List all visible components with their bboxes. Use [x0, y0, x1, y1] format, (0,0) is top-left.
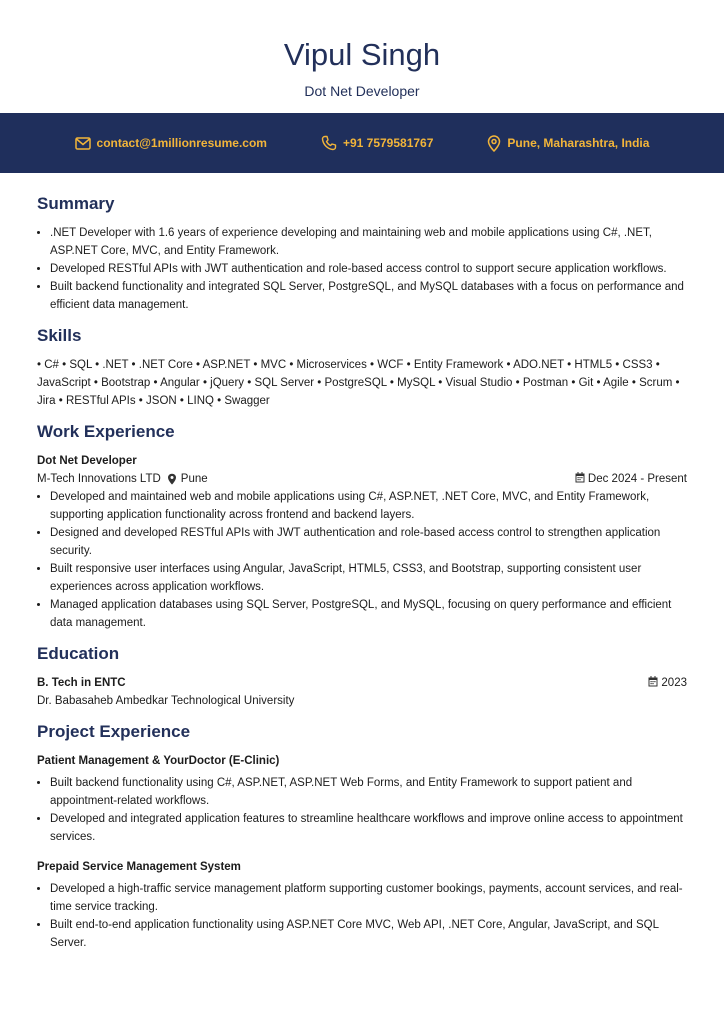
job-location: Pune	[180, 473, 208, 485]
summary-list	[37, 224, 687, 314]
map-pin-icon	[487, 135, 501, 152]
education-year-text: 2023	[661, 677, 687, 689]
resume-header	[0, 0, 724, 113]
list-item: • Built end-to-end application functionality using ASP.NET Core MVC, Web API, .NET Core, Angular, JavaScript, and SQL Server.	[50, 916, 687, 952]
skills-section	[37, 324, 687, 410]
experience-heading: Work Experience	[37, 422, 175, 441]
experience-section	[37, 420, 687, 632]
education-section	[37, 642, 687, 710]
calendar-icon	[648, 676, 658, 687]
resume-body	[37, 192, 687, 962]
list-item: • Designed and developed RESTful APIs with JWT authentication and role-based access control to strengthen application security.	[50, 524, 687, 560]
company-name: M-Tech Innovations LTD	[37, 473, 161, 485]
summary-heading: Summary	[37, 194, 115, 213]
school-row	[37, 692, 687, 710]
job-title: Dot Net Developer	[37, 455, 137, 467]
skills-list: • C# • SQL • .NET • .NET Core • ASP.NET • MVC • Microservices • WCF • Entity Framework • ADO.NET • HTML5 • CSS3 • JavaScript • Bootstrap • Angular • jQuery • SQL Server • PostgreSQL • MySQL • Visual Studio • Postman • Git • Agile • Scrum • Jira • RESTful APIs • JSON • LINQ • Swagger	[37, 359, 680, 407]
degree: B. Tech in ENTC	[37, 677, 126, 689]
email-text: contact@1millionresume.com	[96, 136, 267, 150]
job-dates	[575, 470, 687, 488]
education-year	[648, 674, 687, 692]
job-company-location	[37, 470, 208, 488]
contact-bar	[0, 113, 724, 173]
project-list	[37, 774, 687, 846]
experience-list	[37, 488, 687, 632]
project-list	[37, 880, 687, 952]
list-item: • .NET Developer with 1.6 years of experience developing and maintaining web and mobile applications using C#, .NET, ASP.NET Core, MVC, and Entity Framework.	[50, 224, 687, 260]
phone-text: +91 7579581767	[342, 136, 434, 150]
candidate-role: Dot Net Developer	[304, 83, 420, 99]
education-row	[37, 674, 687, 692]
list-item: • Managed application databases using SQL Server, PostgreSQL, and MySQL, focusing on query performance and efficient data management.	[50, 596, 687, 632]
phone-icon	[321, 135, 337, 151]
mail-icon	[75, 137, 91, 150]
projects-heading: Project Experience	[37, 722, 191, 741]
contact-phone[interactable]	[321, 135, 433, 151]
contact-email[interactable]	[75, 136, 267, 150]
calendar-icon	[575, 472, 585, 483]
candidate-name: Vipul Singh	[283, 37, 441, 72]
list-item: • Built backend functionality and integrated SQL Server, PostgreSQL, and MySQL databases with a focus on performance and efficient data management.	[50, 278, 687, 314]
summary-section	[37, 192, 687, 314]
list-item: • Developed RESTful APIs with JWT authentication and role-based access control to support secure application workflows.	[50, 260, 687, 278]
education-heading: Education	[37, 644, 120, 663]
map-pin-icon	[167, 473, 177, 485]
project-title: Patient Management & YourDoctor (E-Clinic)	[37, 755, 280, 767]
list-item: • Built responsive user interfaces using Angular, JavaScript, HTML5, CSS3, and Bootstrap, supporting consistent user experiences across application workflows.	[50, 560, 687, 596]
location-text: Pune, Maharashtra, India	[507, 136, 650, 150]
contact-location	[487, 135, 649, 152]
projects-section	[37, 720, 687, 952]
list-item: • Developed and maintained web and mobile applications using C#, ASP.NET, .NET Core, MVC, and Entity Framework, supporting application functionality across frontend and backend layers.	[50, 488, 687, 524]
skills-heading: Skills	[37, 326, 82, 345]
project-title: Prepaid Service Management System	[37, 861, 241, 873]
list-item: • Developed and integrated application features to streamline healthcare workflows and improve online access to appointment services.	[50, 810, 687, 846]
school-name: Dr. Babasaheb Ambedkar Technological University	[37, 695, 295, 707]
job-date-text: Dec 2024 - Present	[587, 473, 687, 485]
list-item: • Developed a high-traffic service management platform supporting customer bookings, payments, account services, and real-time service tracking.	[50, 880, 687, 916]
list-item: • Built backend functionality using C#, ASP.NET, ASP.NET Web Forms, and Entity Framework to support patient and appointment-related workflows.	[50, 774, 687, 810]
job-meta	[37, 470, 687, 488]
